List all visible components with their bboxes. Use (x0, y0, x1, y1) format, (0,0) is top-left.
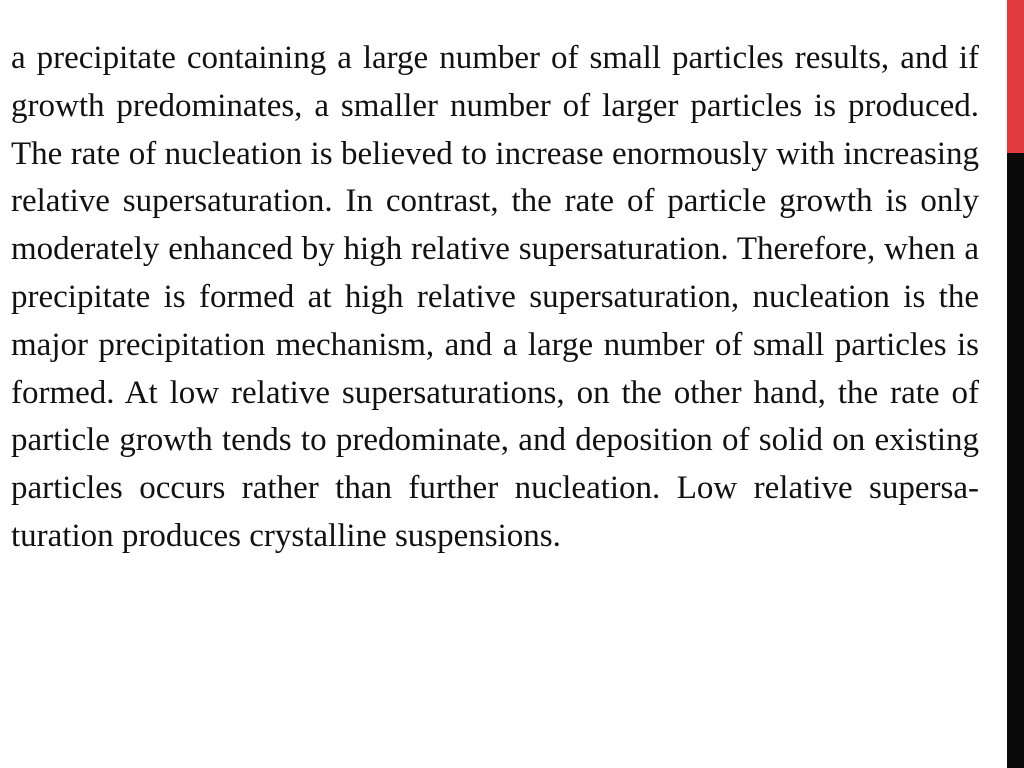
side-bar-accent-segment (1007, 0, 1024, 153)
slide-body-text: a precipitate containing a large number of small particles results, and if growth predominates, a smaller number of larger particles is produced. The rate of nucleation is believed to increase enormously with increasing relative supersaturation. In contrast, the rate of particle growth is only moderately enhanced by high relative supersaturation. Therefore, when a precipitate is formed at high relative supersaturation, nucleation is the major precipitation mechanism, and a large number of small particles is formed. At low relative supersaturations, on the other hand, the rate of particle growth tends to predominate, and deposition of solid on existing particles occurs rather than further nucleation. Low relative supersa- turation produces crystalline suspensions. (11, 40, 979, 554)
side-bar-dark-segment (1007, 153, 1024, 768)
slide-side-bar (1007, 0, 1024, 768)
